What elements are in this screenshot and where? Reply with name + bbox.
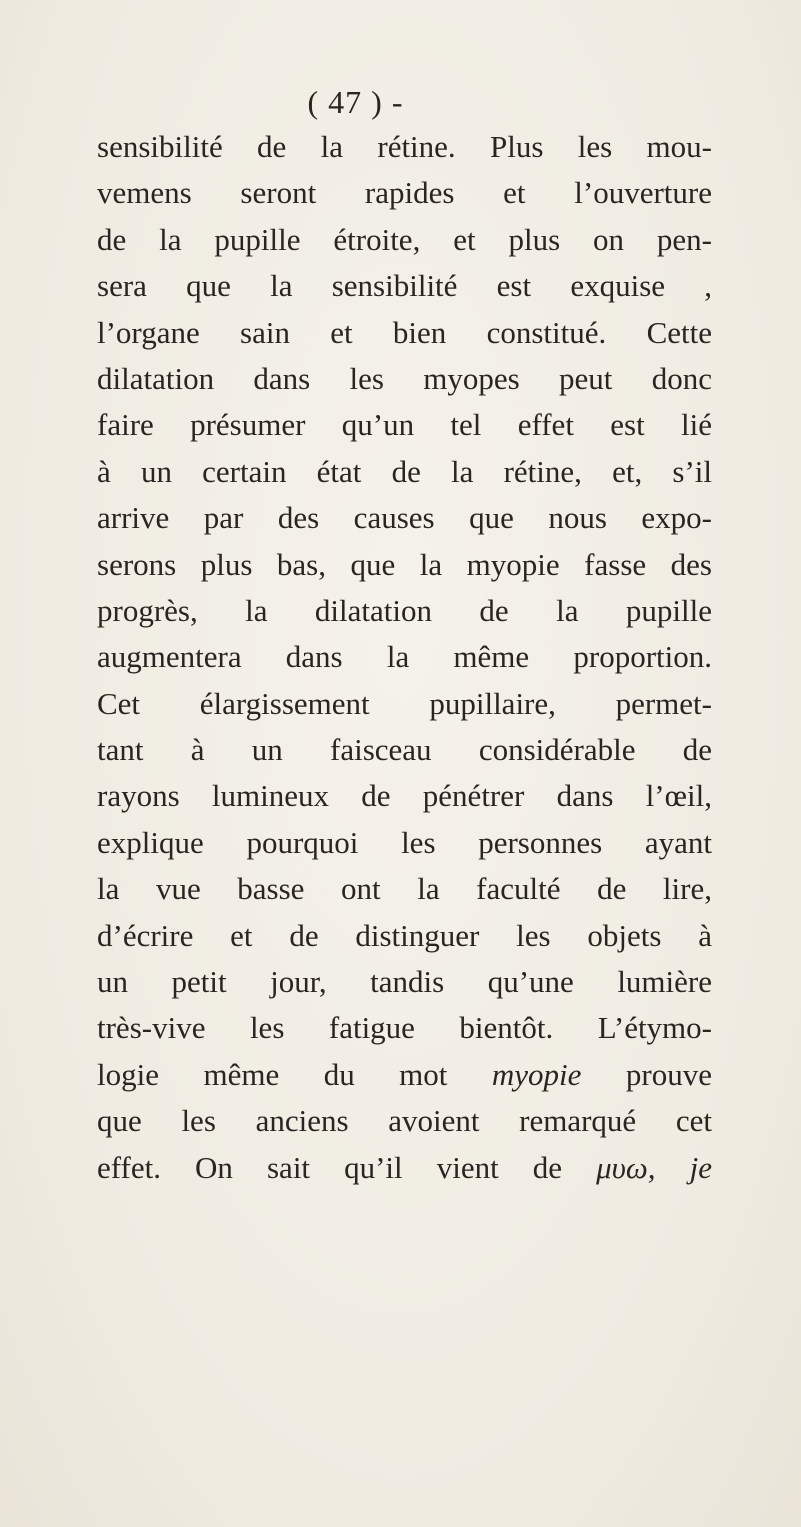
text-line: de la pupille étroite, et plus on pen- (97, 221, 712, 257)
text-line: un petit jour, tandis qu’une lumière (97, 964, 712, 1000)
text-line: sensibilité de la rétine. Plus les mou- (97, 129, 712, 164)
text-segment: effet. On sait qu’il vient de (97, 1149, 597, 1185)
text-segment: prouve (581, 1056, 712, 1092)
text-line: vemens seront rapides et l’ouverture (97, 175, 712, 211)
text-line: progrès, la dilatation de la pupille (97, 592, 712, 628)
text-line: dilatation dans les myopes peut donc (97, 360, 712, 396)
text-line: faire présumer qu’un tel effet est lié (97, 407, 712, 443)
text-line: que les anciens avoient remarqué cet (97, 1103, 712, 1139)
text-line: Cet élargissement pupillaire, permet- (97, 685, 712, 721)
page-number: ( 47 ) - (307, 84, 404, 120)
text-line: très-vive les fatigue bientôt. L’étymo- (97, 1010, 712, 1046)
text-line: d’écrire et de distinguer les objets à (97, 917, 712, 953)
text-line: sera que la sensibilité est exquise , (97, 268, 712, 304)
text-line: rayons lumineux de pénétrer dans l’œil, (97, 778, 712, 814)
body-text (97, 124, 712, 1191)
text-line: à un certain état de la rétine, et, s’il (97, 453, 712, 489)
text-line-with-italic (97, 1145, 712, 1191)
text-line-with-italic (97, 1052, 712, 1098)
text-line: arrive par des causes que nous expo- (97, 500, 712, 536)
text-line: l’organe sain et bien constitué. Cette (97, 314, 712, 350)
text-line: la vue basse ont la faculté de lire, (97, 871, 712, 907)
text-line: explique pourquoi les personnes ayant (97, 824, 712, 860)
text-line: serons plus bas, que la myopie fasse des (97, 546, 712, 582)
italic-term: myopie (491, 1056, 582, 1092)
text-line: augmentera dans la même proportion. (97, 639, 712, 675)
text-line: tant à un faisceau considérable de (97, 732, 712, 768)
text-segment: logie même du mot (97, 1056, 492, 1092)
italic-term: μυω, je (596, 1149, 712, 1185)
